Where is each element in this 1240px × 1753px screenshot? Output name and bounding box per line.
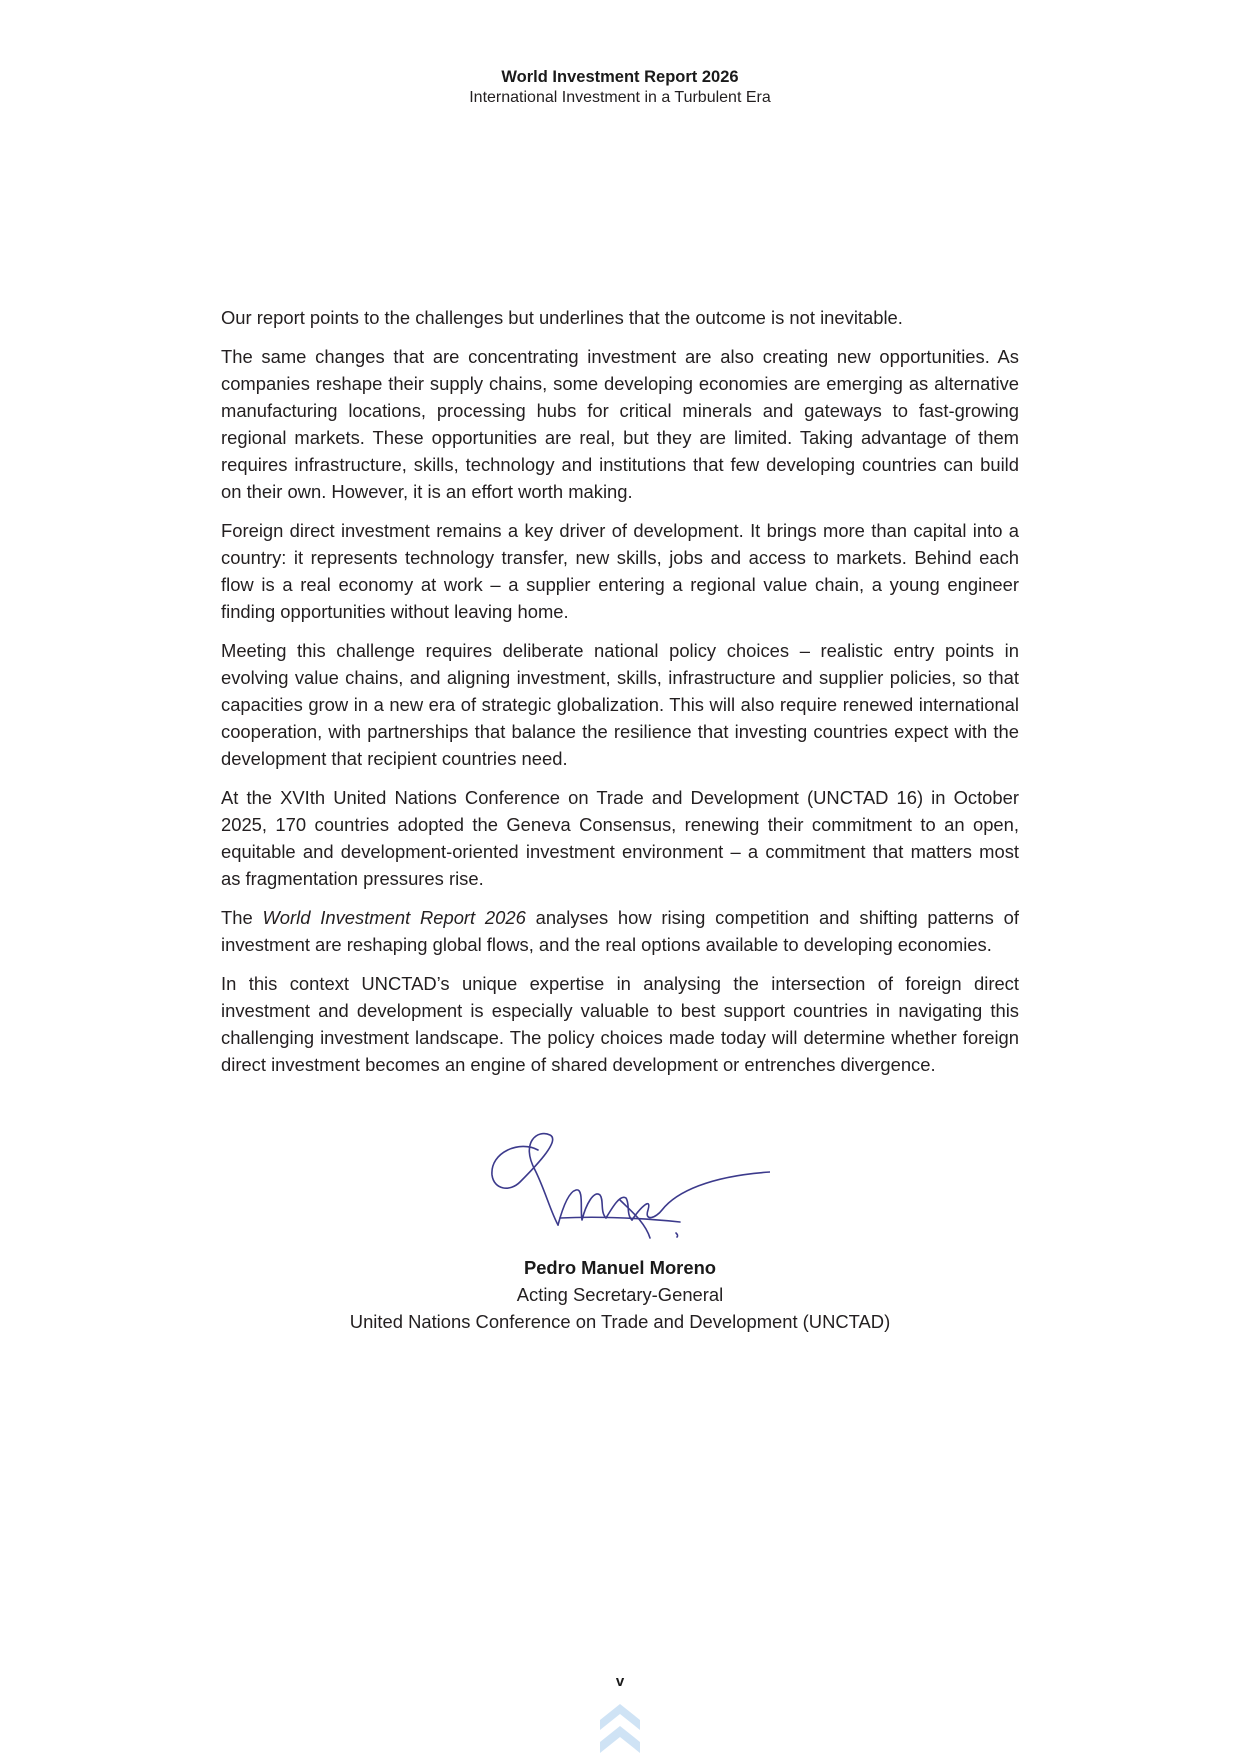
paragraph — [221, 904, 1019, 958]
report-subtitle: International Investment in a Turbulent Era — [469, 89, 771, 106]
signer-organization: United Nations Conference on Trade and Development (UNCTAD) — [349, 1311, 891, 1332]
foreword-body — [221, 304, 1019, 1090]
report-title: World Investment Report 2026 — [501, 68, 739, 86]
paragraph-text: analyses how rising competition and shifting patterns of investment are reshaping global flows, and the real options available to developing economies. — [221, 907, 1019, 955]
paragraph: The same changes that are concentrating investment are also creating new opportunities. As companies reshape their supply chains, some developing economies are emerging as alternative manufacturing locations, processing hubs for critical minerals and gateways to fast-growing regional markets. These opportunities are real, but they are limited. Taking advantage of them requires infrastructure, skills, technology and institutions that few developing countries can build on their own. However, it is an effort worth making. — [221, 346, 1019, 502]
signature-block — [0, 1130, 1240, 1335]
double-chevron-up-icon — [600, 1704, 640, 1753]
handwritten-signature — [480, 1130, 770, 1250]
signer-name: Pedro Manuel Moreno — [523, 1257, 717, 1278]
running-header — [0, 67, 1240, 108]
paragraph: Meeting this challenge requires deliberate national policy choices – realistic entry points in evolving value chains, and aligning investment, skills, infrastructure and supplier policies, so that capacities grow in a new era of strategic globalization. This will also require renewed international cooperation, with partnerships that balance the resilience that investing countries expect with the development that recipient countries need. — [221, 640, 1019, 769]
paragraph: At the XVIth United Nations Conference on Trade and Development (UNCTAD 16) in October 2025, 170 countries adopted the Geneva Consensus, renewing their commitment to an open, equitable and development-oriented investment environment – a commitment that matters most as fragmentation pressures rise. — [221, 787, 1019, 889]
paragraph: In this context UNCTAD’s unique expertise in analysing the intersection of foreign direct investment and development is especially valuable to best support countries in navigating this challenging investment landscape. The policy choices made today will determine whether foreign direct investment becomes an engine of shared development or entrenches divergence. — [221, 973, 1019, 1075]
report-title-italic: World Investment Report 2026 — [262, 907, 526, 928]
page-number: v — [615, 1673, 625, 1690]
paragraph: Our report points to the challenges but underlines that the outcome is not inevitable. — [221, 307, 903, 328]
paragraph: Foreign direct investment remains a key driver of development. It brings more than capital into a country: it represents technology transfer, new skills, jobs and access to markets. Behind each flow is a real economy at work – a supplier entering a regional value chain, a young engineer finding opportunities without leaving home. — [221, 520, 1019, 622]
paragraph-text: The — [221, 907, 263, 928]
signer-title: Acting Secretary-General — [516, 1284, 724, 1305]
